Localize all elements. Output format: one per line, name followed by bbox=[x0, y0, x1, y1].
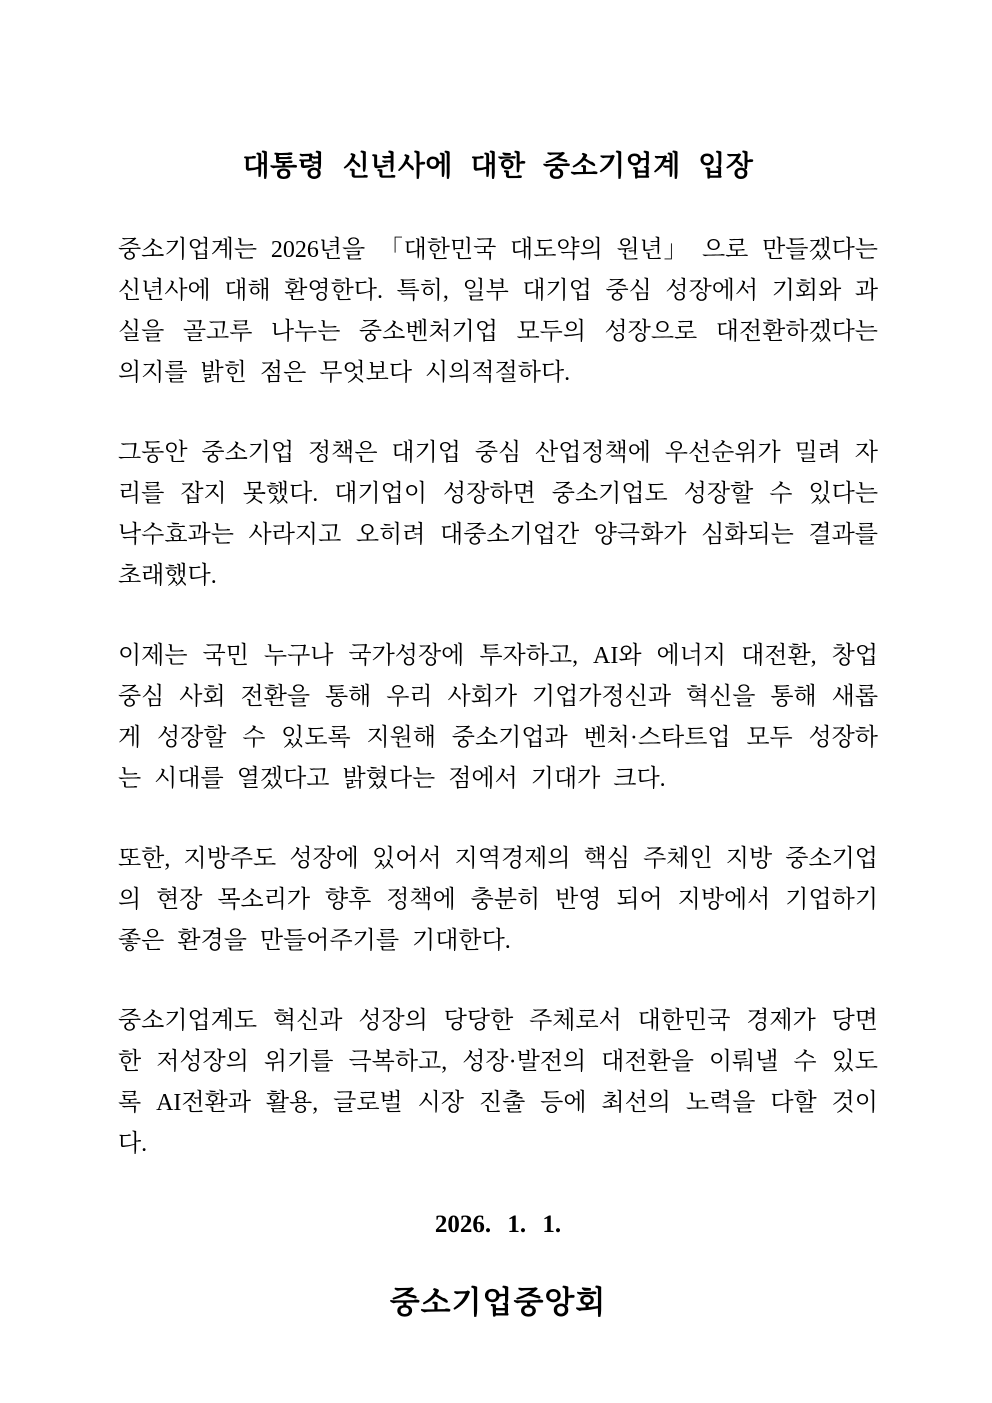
paragraph-2: 그동안 중소기업 정책은 대기업 중심 산업정책에 우선순위가 밀려 자리를 잡지 못했다. 대기업이 성장하면 중소기업도 성장할 수 있다는 낙수효과는 사라지고 오히려 대중소기업간 양극화가 심화되는 결과를 초래했다. bbox=[118, 440, 878, 589]
paragraph-4: 또한, 지방주도 성장에 있어서 지역경제의 핵심 주체인 지방 중소기업의 현장 목소리가 향후 정책에 충분히 반영 되어 지방에서 기업하기 좋은 환경을 만들어주기를 기대한다. bbox=[118, 846, 878, 954]
paragraph-5: 중소기업계도 혁신과 성장의 당당한 주체로서 대한민국 경제가 당면한 저성장의 위기를 극복하고, 성장·발전의 대전환을 이뤄낼 수 있도록 AI전환과 활용, 글로벌 시장 진출 등에 최선의 노력을 다할 것이다. bbox=[118, 1008, 878, 1157]
document-signature: 중소기업중앙회 bbox=[389, 1285, 607, 1320]
document-date: 2026. 1. 1. bbox=[434, 1211, 562, 1238]
paragraph-1: 중소기업계는 2026년을 「대한민국 대도약의 원년」 으로 만들겠다는 신년사에 대해 환영한다. 특히, 일부 대기업 중심 성장에서 기회와 과실을 골고루 나누는 중소벤처기업 모두의 성장으로 대전환하겠다는 의지를 밝힌 점은 무엇보다 시의적절하다. bbox=[118, 237, 878, 386]
paragraph-3: 이제는 국민 누구나 국가성장에 투자하고, AI와 에너지 대전환, 창업 중심 사회 전환을 통해 우리 사회가 기업가정신과 혁신을 통해 새롭게 성장할 수 있도록 지원해 중소기업과 벤처·스타트업 모두 성장하는 시대를 열겠다고 밝혔다는 점에서 기대가 크다. bbox=[118, 643, 878, 792]
document-title: 대통령 신년사에 대한 중소기업계 입장 bbox=[242, 151, 754, 182]
